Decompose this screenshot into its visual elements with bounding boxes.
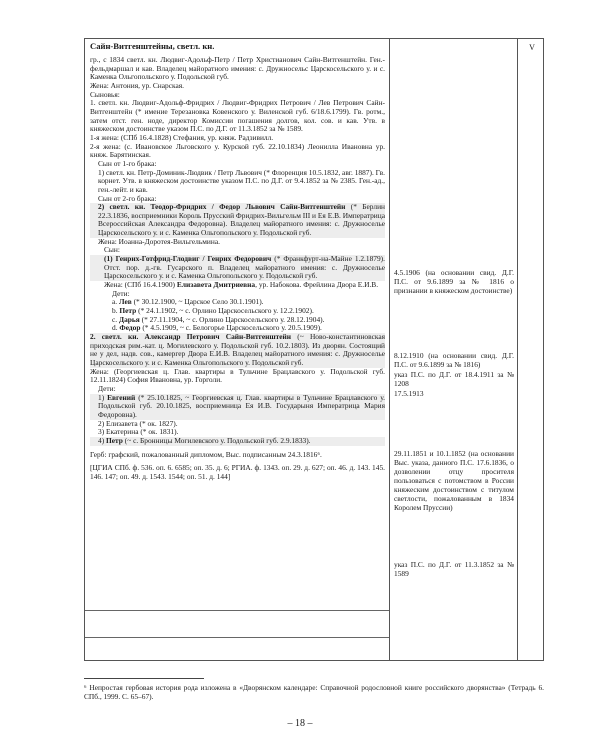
son2-wife: Жена: (Георгиевская ц. Глав. квартиры в Тульчине Брацлавского у. Подольской губ. 12.11.1824) София Ивановна, ур. Горголи. [90,366,385,385]
note-5: 29.11.1851 и 10.1.1852 (на основании Выс. указа, данного П.С. 17.6.1836, о дозволении отцу просителя пользоваться с потомством в России княжеским достоинством с титулом светлости, пожалованным в 1834 Королем Пруссии) [394,449,514,512]
note-6: указ П.С. по Д.Г. от 11.3.1852 за № 1589 [394,560,514,578]
son1-child2 [90,203,385,238]
son2 [90,333,385,368]
column-divider [517,39,518,660]
son2-child3: 3) Екатерина (* ок. 1831). [98,427,179,437]
grandson-name: (1) Генрих-Готфрид-Глодвиг / Генрих Федорович [104,254,272,264]
page-number: – 18 – [287,718,313,729]
row-divider [85,637,389,638]
roman-mark: V [529,43,535,52]
son2-child2: 2) Елизавета (* ок. 1827). [98,418,178,428]
son2-child1-name: Евгений [107,392,136,402]
note-1: 4.5.1906 (на основании свид. Д.Г. П.С. от 9.6.1899 за № 1816 о признании в княжеском достоинстве) [394,268,514,295]
son2-child1: 1) Евгений (* 25.10.1825, ~ Георгиевская ц. Глав. квартиры в Тульчине Брацлавского у. Подольской губ. 20.10.1825, восприемница Ея И.В. Государыня Императрица Мария Федоровна). [90,394,385,420]
genealogy-column [90,41,385,482]
son2-text: (~ Ново-константиновская приходская рим.-кат. ц. Могилевского у. Подольской губ. 10.2.1803). Из дворян. Состоящий не у дел, надв. сов., камергер Двора Е.И.В. Владелец майоратного имения: с. Дружноселье Царскосельского у. и с. Каменка Ольгопольского у. Подольской губ. [90,332,386,367]
son1-wife1: 1-я жена: (СПб 16.4.1828) Стефания, ур. княж. Радзивилл. [90,132,274,142]
grandson-text: (* Франкфурт-на-Майне 1.2.1879). Отст. пор. д.-гв. Гусарского п. Владелец майоратного имения: с. Дружноселье Царскосельского у. и с. Каменка Ольгопольского у. Подольской губ. [104,254,385,281]
note-3: указ П.С. по Д.Г. от 18.4.1911 за № 1208 [394,370,514,388]
register-table [84,38,544,661]
archive-reference: [ЦГИА СПб. ф. 536. оп. 6. 6585; оп. 35. д. 6; РГИА. ф. 1343. оп. 29. д. 627; оп. 46. д. 143. 145. 146. 147; оп. 49. д. 1543. 1544; оп. 51. д. 144] [90,463,385,481]
family-title: Сайн-Витгенштейны, светл. кн. [90,41,215,51]
son1-child2-name: 2) светл. кн. Теодор-Фридрих / Федор Львович Сайн-Витгенштейн [98,202,346,212]
son1-text: 1. светл. кн. Людвиг-Адольф-Фридрих / Людвиг-Фридрих Петрович / Лев Петрович Сайн-Витгенштейн (* имение Терезановка Ковенского у. Виленской губ. 6/18.6.1799). Гв. ротм., затем отст. ген. ноде, директор Комиссии погашения долгов, кол. сов. и кав. Утв. в княжеском достоинстве указом П.С. по Д.Г. от 11.3.1852 за № 1589. [90,98,385,134]
ggchild-item: а. Лев (* 30.12.1900, ~ Царское Село 30.1.1901). [112,297,264,307]
son2-child4: 4) Петр (~ с. Бронницы Могилевского у. Подольской губ. 2.9.1833). [90,437,385,446]
note-4: 17.5.1913 [394,389,424,398]
grandson [90,255,385,281]
ggchildren-header: Дети: [112,288,130,298]
son1-child2-text: (* Берлин 22.3.1836, восприемники Король Прусский Фридрих-Вильгельм III и Ея Е.В. Императрица Всероссийская Александра Федоровна). Владелец майоратного имения: с. Дружноселье Царскосельского у. и с. Каменка Ольгопольского у. Подольской губ. [98,202,385,238]
ggchild-item: d. Федор (* 4.5.1909, ~ с. Белогорье Царскосельского у. 20.5.1909). [112,323,322,333]
son1-child1: 1) светл. кн. Петр-Доминик-Людвик / Петр Львович (* Флоренция 10.5.1832, авг. 1887). Гв. корнет. Утв. в княжеском достоинстве указом П.С. по Д.Г. от 9.4.1852 за № 2385. Ген.-ад., ген.-лейт. и кав. [98,167,385,194]
son1-wife2: 2-я жена: (с. Ивановское Льговского у. Курской губ. 22.10.1834) Леонилла Ивановна ур. княж. Барятинская. [90,141,385,160]
grandson-wife-name: Елизавета Дмитриевна [176,280,256,290]
ggchild-item: b. Петр (* 24.1.1902, ~ с. Орлино Царскосельского у. 12.2.1902). [112,306,314,316]
footnote-rule [84,678,204,679]
grandson-wife: Жена: (СПб 16.4.1900) Елизавета Дмитриевна, ур. Набокова. Фрейлина Двора Е.И.В. [104,280,379,290]
son2-children-header: Дети: [98,383,116,393]
son1-children1-header: Сын от 1-го брака: [98,158,157,168]
intro-sons-header: Сыновья: [90,89,120,99]
son2-child4-name: Петр [106,435,123,445]
arms-text: Герб: графский, пожалованный дипломом, Выс. подписанным 24.3.1816⁶. [90,449,322,459]
ggchild-item: c. Дарья (* 27.11.1904, ~ с. Орлино Царскосельского у. 28.12.1904). [112,314,325,324]
row-divider [85,610,389,611]
intro-text: гр., с 1834 светл. кн. Людвиг-Адольф-Петр / Петр Христианович Сайн-Витгенштейн. Ген.-фельдмаршал и кав. Владелец майоратного имения: с. Дружносельс Царскосельского у. и с. Каменка Ольгопольского у. Подольской губ. [90,55,385,82]
grandson-header: Сын: [104,245,120,255]
note-2: 8.12.1910 (на основании свид. Д.Г. П.С. от 9.6.1899 за № 1816) [394,351,514,369]
son2-name: 2. светл. кн. Александр Петрович Сайн-Витгенштейн [90,332,292,341]
footnote: ⁶ Непростая гербовая история рода изложена в «Дворянском календаре: Справочной родословной книге российского дворянства» (Тетрадь 6. СПб., 1999. С. 65–67). [84,683,544,701]
column-divider [389,39,390,660]
intro-wife: Жена: Антония, ур. Снарская. [90,80,185,90]
son1-child2-wife: Жена: Иоанна-Доротея-Вильгельмина. [98,236,220,246]
son1-children2-header: Сын от 2-го брака: [98,193,157,203]
